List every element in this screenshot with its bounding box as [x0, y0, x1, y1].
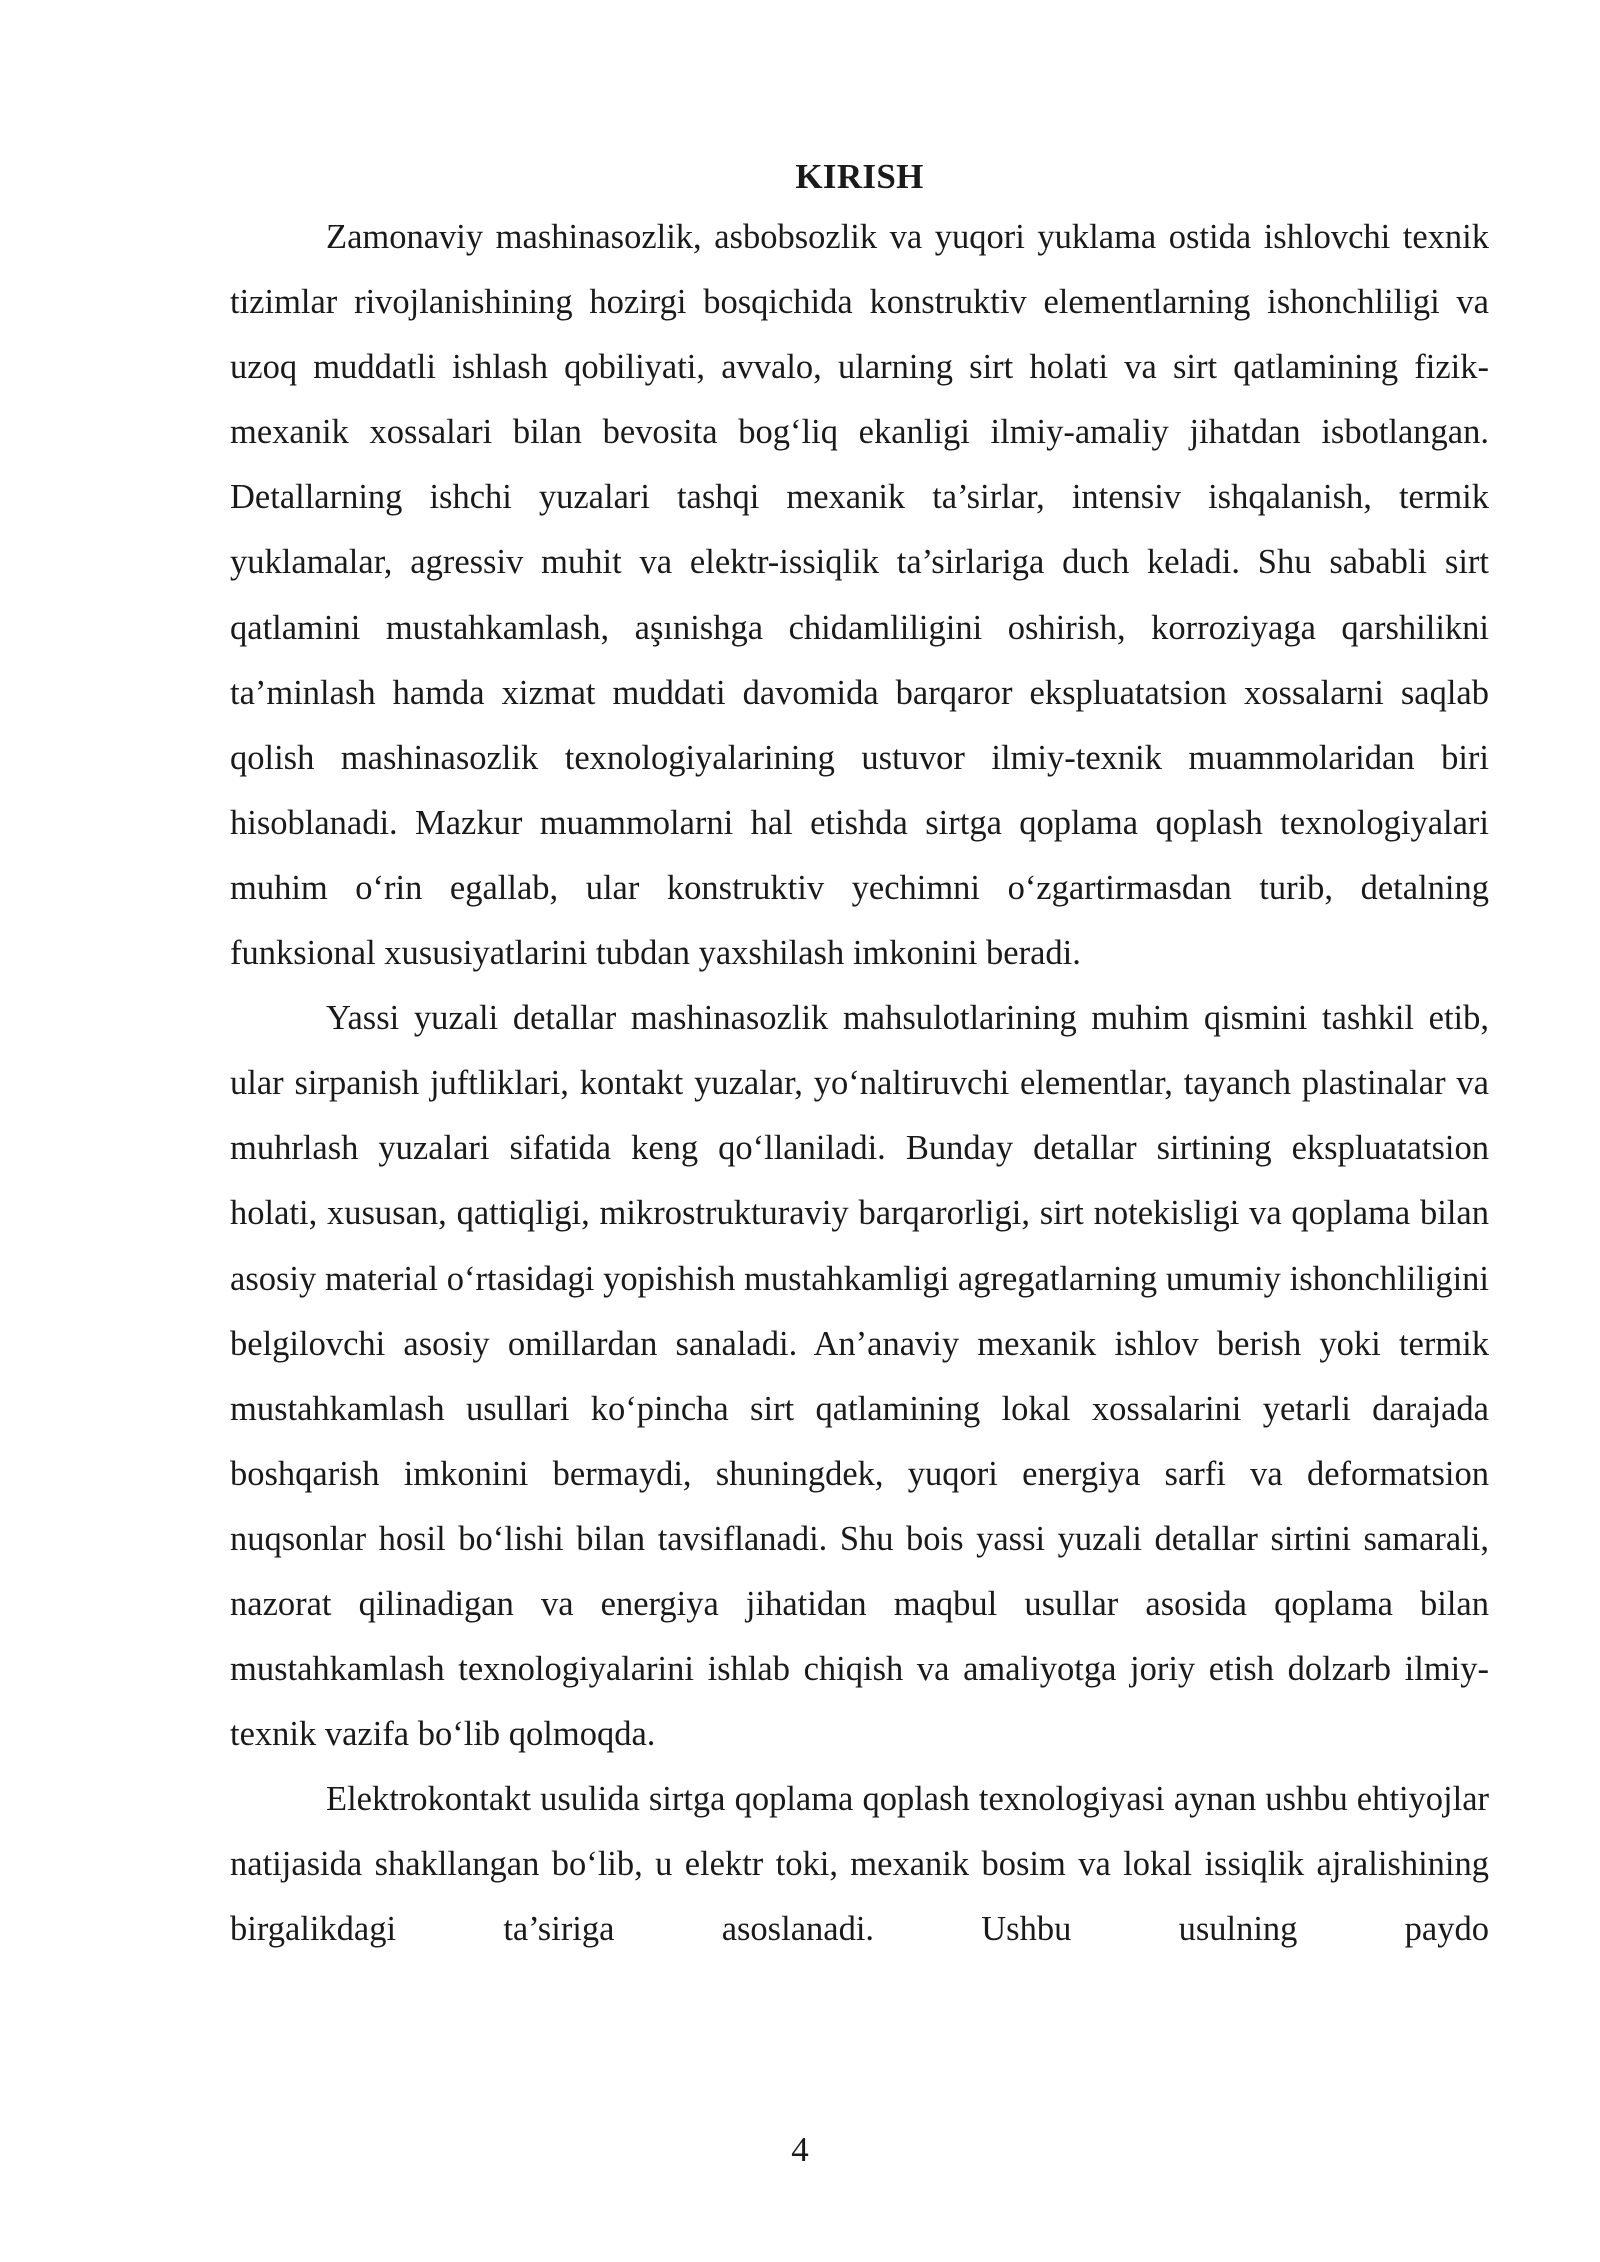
page-number: 4: [791, 2130, 809, 2169]
paragraph-2: Yassi yuzali detallar mashinasozlik mahsulotlarining muhim qismini tashkil etib, ular sirpanish juftliklari, kontakt yuzalar, yo‘naltiruvchi elementlar, tayanch plastinalar va muhrlash yuzalari sifatida keng qo‘llaniladi. Bunday detallar sirtining ekspluatatsion holati, xususan, qattiqligi, mikrostrukturaviy barqarorligi, sirt notekisligi va qoplama bilan asosiy material o‘rtasidagi yopishish mustahkamligi agregatlarning umumiy ishonchliligini belgilovchi asosiy omillardan sanaladi. An’anaviy mexanik ishlov berish yoki termik mustahkamlash usullari ko‘pincha sirt qatlamining lokal xossalarini yetarli darajada boshqarish imkonini bermaydi, shuningdek, yuqori energiya sarfi va deformatsion nuqsonlar hosil bo‘lishi bilan tavsiflanadi. Shu bois yassi yuzali detallar sirtini samarali, nazorat qilinadigan va energiya jihatidan maqbul usullar asosida qoplama bilan mustahkamlash texnologiyalarini ishlab chiqish va amaliyotga joriy etish dolzarb ilmiy-texnik vazifa bo‘lib qolmoqda.: [230, 999, 1489, 1754]
section-heading: KIRISH: [795, 157, 924, 196]
paragraph-3: Elektrokontakt usulida sirtga qoplama qoplash texnologiyasi aynan ushbu ehtiyojlar natijasida shakllangan bo‘lib, u elektr toki, mexanik bosim va lokal issiqlik ajralishining birgalikdagi ta’siriga asoslanadi. Ushbu usulning paydo: [230, 1780, 1489, 1949]
paragraph-1: Zamonaviy mashinasozlik, asbobsozlik va yuqori yuklama ostida ishlovchi texnik tizimlar rivojlanishining hozirgi bosqichida konstruktiv elementlarning ishonchliligi va uzoq muddatli ishlash qobiliyati, avvalo, ularning sirt holati va sirt qatlamining fizik-mexanik xossalari bilan bevosita bog‘liq ekanligi ilmiy-amaliy jihatdan isbotlangan. Detallarning ishchi yuzalari tashqi mexanik ta’sirlar, intensiv ishqalanish, termik yuklamalar, agressiv muhit va elektr-issiqlik ta’sirlariga duch keladi. Shu sababli sirt qatlamini mustahkamlash, aşınishga chidamliligini oshirish, korroziyaga qarshilikni ta’minlash hamda xizmat muddati davomida barqaror ekspluatatsion xossalarni saqlab qolish mashinasozlik texnologiyalarining ustuvor ilmiy-texnik muammolaridan biri hisoblanadi. Mazkur muammolarni hal etishda sirtga qoplama qoplash texnologiyalari muhim o‘rin egallab, ular konstruktiv yechimni o‘zgartirmasdan turib, detalning funksional xususiyatlarini tubdan yaxshilash imkonini beradi.: [230, 218, 1489, 973]
page-body: [230, 148, 1489, 1963]
